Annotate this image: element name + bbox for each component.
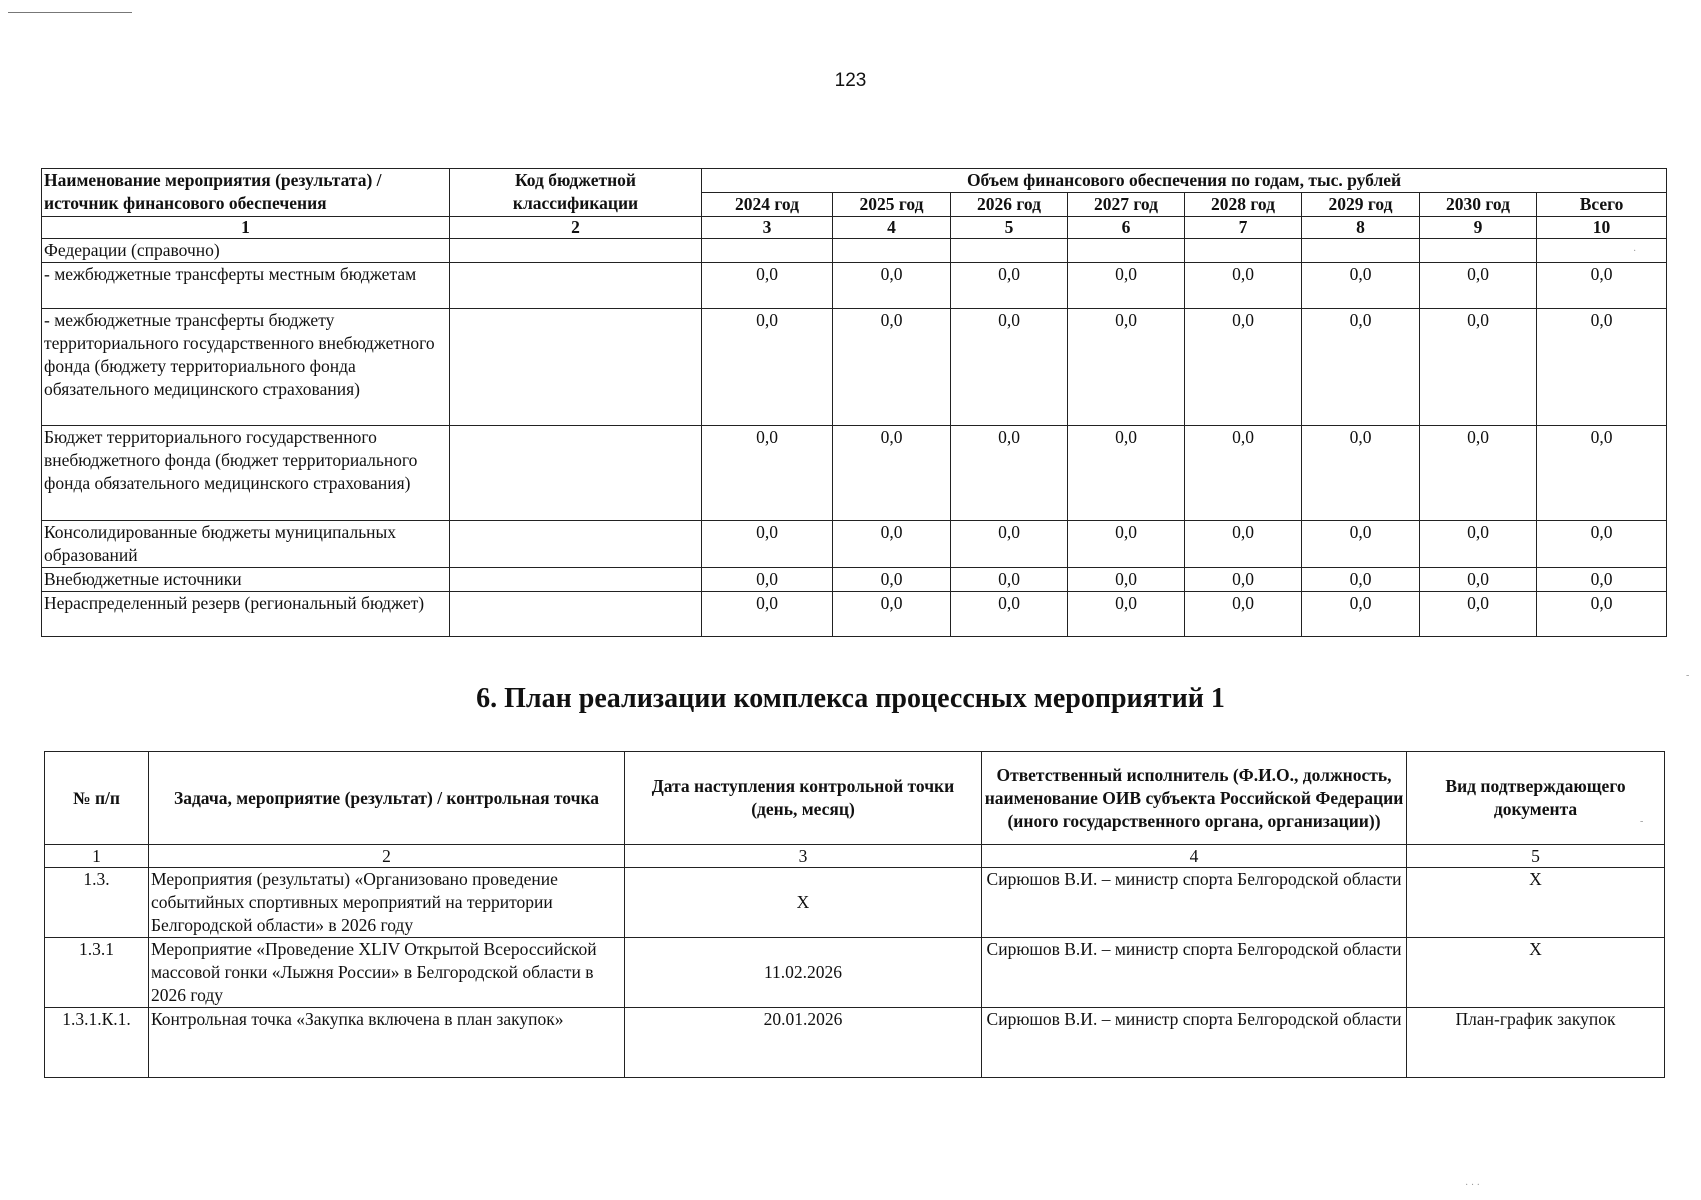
- header-year: 2027 год: [1068, 193, 1185, 217]
- column-number: 8: [1302, 217, 1420, 239]
- row-value: 0,0: [1068, 592, 1185, 637]
- row-code: [450, 309, 702, 426]
- row-value: 0,0: [833, 592, 951, 637]
- section-title: 6. План реализации комплекса процессных мероприятий 1: [476, 683, 1225, 714]
- row-value: 0,0: [1302, 592, 1420, 637]
- row-value: 0,0: [1068, 521, 1185, 568]
- header-year: 2024 год: [702, 193, 833, 217]
- row-name: Внебюджетные источники: [42, 568, 450, 592]
- row-value: 0,0: [1420, 309, 1537, 426]
- row-value: [1185, 239, 1302, 263]
- plan-table: [44, 751, 1665, 1078]
- financing-header-row: [42, 169, 1667, 193]
- row-value: 0,0: [951, 426, 1068, 521]
- row-value: 0,0: [951, 568, 1068, 592]
- row-value: 0,0: [702, 521, 833, 568]
- column-number: 4: [982, 845, 1407, 868]
- page-number: 123: [834, 70, 867, 91]
- header-year: 2029 год: [1302, 193, 1420, 217]
- row-name: Нераспределенный резерв (региональный бюджет): [42, 592, 450, 637]
- column-number: 3: [702, 217, 833, 239]
- header-year: 2030 год: [1420, 193, 1537, 217]
- row-value: 0,0: [951, 309, 1068, 426]
- row-value: 0,0: [1420, 568, 1537, 592]
- row-value: 0,0: [1068, 426, 1185, 521]
- financing-row: [42, 568, 1667, 592]
- plan-header-row: [45, 752, 1665, 845]
- row-value: 0,0: [1302, 426, 1420, 521]
- row-value: 0,0: [1537, 426, 1667, 521]
- row-name: Консолидированные бюджеты муниципальных образований: [42, 521, 450, 568]
- financing-row: [42, 309, 1667, 426]
- row-name: - межбюджетные трансферты бюджету территориального государственного внебюджетного фонда (бюджету территориального фонда обязательного медицинского страхования): [42, 309, 450, 426]
- column-number: 3: [625, 845, 982, 868]
- plan-cell-task: Контрольная точка «Закупка включена в план закупок»: [149, 1008, 625, 1078]
- plan-cell-date: 11.02.2026: [625, 938, 982, 1008]
- row-value: 0,0: [1420, 592, 1537, 637]
- row-code: [450, 426, 702, 521]
- plan-row: [45, 938, 1665, 1008]
- plan-cell-num: 1.3.1.К.1.: [45, 1008, 149, 1078]
- column-number: 2: [450, 217, 702, 239]
- plan-cell-responsible: Сирюшов В.И. – министр спорта Белгородской области: [982, 938, 1407, 1008]
- row-value: 0,0: [1537, 521, 1667, 568]
- row-value: 0,0: [833, 568, 951, 592]
- row-value: [1420, 239, 1537, 263]
- row-name: Федерации (справочно): [42, 239, 450, 263]
- row-value: 0,0: [1185, 521, 1302, 568]
- row-value: 0,0: [833, 309, 951, 426]
- row-value: [833, 239, 951, 263]
- row-value: 0,0: [1185, 309, 1302, 426]
- row-value: [1068, 239, 1185, 263]
- plan-cell-doc: План-график закупок: [1407, 1008, 1665, 1078]
- header-responsible: Ответственный исполнитель (Ф.И.О., должность, наименование ОИВ субъекта Российской Федерации (иного государственного органа, организации)): [982, 752, 1407, 845]
- row-value: 0,0: [1302, 568, 1420, 592]
- scan-mark: ·: [1633, 246, 1637, 257]
- header-year: 2028 год: [1185, 193, 1302, 217]
- header-task: Задача, мероприятие (результат) / контрольная точка: [149, 752, 625, 845]
- plan-cell-num: 1.3.1: [45, 938, 149, 1008]
- column-number: 9: [1420, 217, 1537, 239]
- financing-table: [41, 168, 1667, 637]
- row-value: 0,0: [1068, 568, 1185, 592]
- plan-cell-doc: X: [1407, 868, 1665, 938]
- row-value: 0,0: [702, 592, 833, 637]
- header-name: Наименование мероприятия (результата) /источник финансового обеспечения: [42, 169, 450, 217]
- row-value: [1537, 239, 1667, 263]
- row-value: 0,0: [951, 263, 1068, 309]
- financing-row: [42, 263, 1667, 309]
- plan-cell-responsible: Сирюшов В.И. – министр спорта Белгородской области: [982, 868, 1407, 938]
- row-code: [450, 263, 702, 309]
- column-number: 7: [1185, 217, 1302, 239]
- row-value: 0,0: [1068, 263, 1185, 309]
- scan-mark: -: [1640, 816, 1644, 827]
- column-number-row: [42, 217, 1667, 239]
- plan-cell-date: X: [625, 868, 982, 938]
- header-doc: Вид подтверждающего документа: [1407, 752, 1665, 845]
- column-number: 1: [45, 845, 149, 868]
- column-number: 1: [42, 217, 450, 239]
- row-code: [450, 521, 702, 568]
- row-name: Бюджет территориального государственного внебюджетного фонда (бюджет территориального фонда обязательного медицинского страхования): [42, 426, 450, 521]
- row-value: 0,0: [951, 592, 1068, 637]
- row-value: 0,0: [1420, 426, 1537, 521]
- row-value: [1302, 239, 1420, 263]
- financing-row: [42, 592, 1667, 637]
- row-value: 0,0: [1185, 592, 1302, 637]
- row-value: 0,0: [833, 426, 951, 521]
- plan-cell-date: 20.01.2026: [625, 1008, 982, 1078]
- row-code: [450, 592, 702, 637]
- scan-mark: · · ·: [1465, 1180, 1480, 1191]
- row-code: [450, 568, 702, 592]
- row-value: 0,0: [1420, 521, 1537, 568]
- row-value: 0,0: [1185, 426, 1302, 521]
- plan-body: [45, 868, 1665, 1078]
- financing-row: [42, 239, 1667, 263]
- header-year: 2025 год: [833, 193, 951, 217]
- header-volume: Объем финансового обеспечения по годам, тыс. рублей: [702, 169, 1667, 193]
- column-number: 6: [1068, 217, 1185, 239]
- header-code: Код бюджетной классификации: [450, 169, 702, 217]
- plan-cell-task: Мероприятия (результаты) «Организовано проведение событийных спортивных мероприятий на территории Белгородской области» в 2026 году: [149, 868, 625, 938]
- row-value: 0,0: [702, 263, 833, 309]
- header-date: Дата наступления контрольной точки (день, месяц): [625, 752, 982, 845]
- column-number: 5: [951, 217, 1068, 239]
- row-name: - межбюджетные трансферты местным бюджетам: [42, 263, 450, 309]
- row-value: 0,0: [833, 521, 951, 568]
- row-value: 0,0: [951, 521, 1068, 568]
- row-value: 0,0: [1185, 568, 1302, 592]
- row-value: 0,0: [1537, 263, 1667, 309]
- financing-row: [42, 426, 1667, 521]
- header-rule: [8, 12, 132, 13]
- plan-cell-doc: X: [1407, 938, 1665, 1008]
- plan-cell-num: 1.3.: [45, 868, 149, 938]
- financing-row: [42, 521, 1667, 568]
- row-value: 0,0: [702, 568, 833, 592]
- row-value: [702, 239, 833, 263]
- plan-cell-responsible: Сирюшов В.И. – министр спорта Белгородской области: [982, 1008, 1407, 1078]
- row-value: 0,0: [1537, 592, 1667, 637]
- header-num: № п/п: [45, 752, 149, 845]
- scan-mark: -: [1686, 670, 1690, 681]
- column-number: 5: [1407, 845, 1665, 868]
- row-value: 0,0: [1302, 309, 1420, 426]
- plan-cell-task: Мероприятие «Проведение XLIV Открытой Всероссийской массовой гонки «Лыжня России» в Белгородской области в 2026 году: [149, 938, 625, 1008]
- row-value: 0,0: [702, 426, 833, 521]
- row-value: 0,0: [1537, 309, 1667, 426]
- column-number: 2: [149, 845, 625, 868]
- plan-row: [45, 868, 1665, 938]
- header-year: 2026 год: [951, 193, 1068, 217]
- row-code: [450, 239, 702, 263]
- row-value: 0,0: [1302, 521, 1420, 568]
- row-value: 0,0: [1185, 263, 1302, 309]
- row-value: 0,0: [833, 263, 951, 309]
- financing-body: [42, 239, 1667, 637]
- row-value: 0,0: [1537, 568, 1667, 592]
- row-value: 0,0: [1068, 309, 1185, 426]
- row-value: 0,0: [702, 309, 833, 426]
- plan-row: [45, 1008, 1665, 1078]
- column-number: 10: [1537, 217, 1667, 239]
- row-value: 0,0: [1420, 263, 1537, 309]
- header-total: Всего: [1537, 193, 1667, 217]
- row-value: [951, 239, 1068, 263]
- plan-column-number-row: [45, 845, 1665, 868]
- column-number: 4: [833, 217, 951, 239]
- row-value: 0,0: [1302, 263, 1420, 309]
